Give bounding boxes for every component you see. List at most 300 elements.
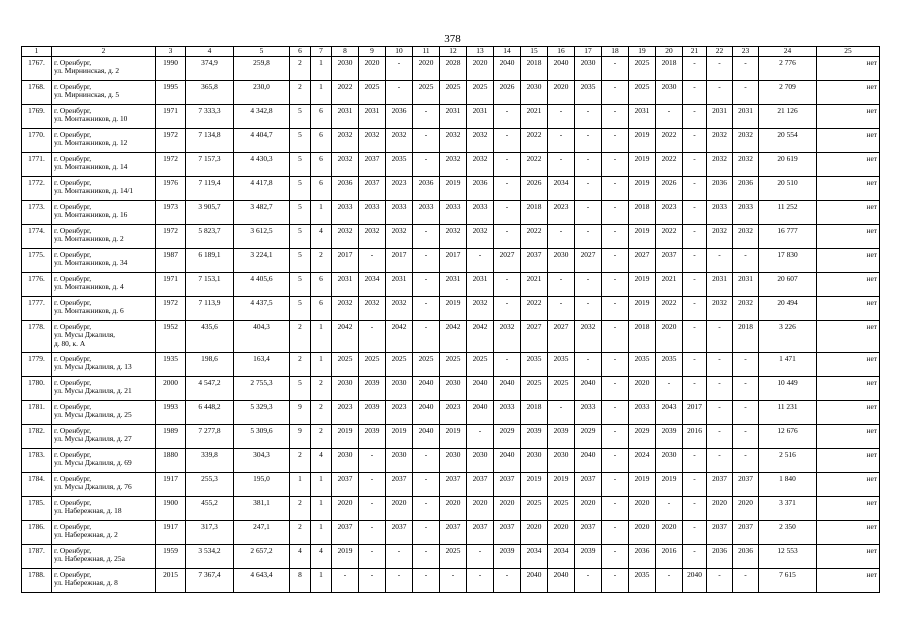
data-cell: 7 333,3 [186,104,234,128]
data-cell: 2020 [467,496,494,520]
data-cell: 2016 [683,424,707,448]
data-cell: 2040 [467,376,494,400]
data-cell: 2017 [683,400,707,424]
address-cell [52,520,156,544]
data-cell: 2032 [332,224,359,248]
row-number-cell: 1771. [22,152,52,176]
data-cell: 2023 [440,400,467,424]
data-cell: - [707,56,733,80]
table-row [22,152,880,176]
data-cell: 2042 [386,320,413,352]
data-cell: - [413,568,440,592]
data-cell: 2037 [707,520,733,544]
data-cell: 7 153,1 [186,272,234,296]
address-line: ул. Монтажников, д. 12 [54,138,128,148]
data-cell: - [467,248,494,272]
table-row [22,248,880,272]
data-cell: 2032 [332,128,359,152]
data-cell: 2032 [467,152,494,176]
row-number-cell: 1777. [22,296,52,320]
data-cell: - [707,352,733,376]
data-cell: 2020 [629,376,656,400]
address-line: ул. Мусы Джалиля, д. 69 [54,458,132,468]
data-cell: 381,1 [234,496,290,520]
data-cell: - [602,320,629,352]
row-number-cell: 1783. [22,448,52,472]
data-cell: - [467,424,494,448]
row-number-cell: 1769. [22,104,52,128]
data-cell: 2029 [575,424,602,448]
address-line: г. Оренбург, [54,57,92,67]
data-cell: - [494,152,521,176]
address-line: г. Оренбург, [54,569,92,579]
data-cell: 2035 [575,80,602,104]
data-cell: 2022 [521,224,548,248]
data-cell: 1917 [156,472,186,496]
data-cell: 2036 [707,544,733,568]
data-cell: 2030 [521,80,548,104]
data-cell: 2037 [733,472,759,496]
table-row [22,520,880,544]
data-cell: 2040 [575,448,602,472]
column-header: 9 [359,47,386,57]
data-cell: 2028 [440,56,467,80]
data-cell: 2018 [733,320,759,352]
data-cell: 8 [290,568,311,592]
address-cell [52,272,156,296]
data-cell: 16 777 [759,224,817,248]
data-cell: 4 547,2 [186,376,234,400]
column-header: 10 [386,47,413,57]
data-cell: 2035 [386,152,413,176]
data-cell: 5 [290,376,311,400]
data-cell: 2031 [733,104,759,128]
address-cell [52,424,156,448]
data-cell: 5 [290,224,311,248]
address-cell [52,352,156,376]
data-cell: 9 [290,400,311,424]
address-line: ул. Набережная, д. 2 [54,530,118,540]
data-cell: 2036 [413,176,440,200]
data-cell: 2035 [629,352,656,376]
data-cell: - [494,104,521,128]
column-header: 4 [186,47,234,57]
column-header: 3 [156,47,186,57]
data-cell: 2040 [548,568,575,592]
data-cell: - [707,424,733,448]
address-line: г. Оренбург, [54,497,92,507]
data-cell: 21 126 [759,104,817,128]
data-cell: - [707,80,733,104]
column-header: 19 [629,47,656,57]
address-line: г. Оренбург, [54,377,92,387]
address-cell [52,56,156,80]
data-cell: 2030 [467,448,494,472]
data-cell: 2030 [521,448,548,472]
data-cell: 2036 [386,104,413,128]
data-cell: 2019 [656,472,683,496]
address-cell [52,224,156,248]
data-cell: 2037 [332,520,359,544]
data-cell: 2037 [656,248,683,272]
data-cell: 3 226 [759,320,817,352]
data-cell: - [602,272,629,296]
data-cell: 6 189,1 [186,248,234,272]
data-cell: 6 [311,152,332,176]
address-line: г. Оренбург, [54,353,92,363]
data-cell: нет [817,128,880,152]
data-cell: нет [817,248,880,272]
data-cell: 2031 [332,104,359,128]
address-line: ул. Мусы Джалиля, д. 76 [54,482,132,492]
data-cell: 1 [311,352,332,376]
data-cell: 2030 [440,448,467,472]
data-cell: - [575,224,602,248]
data-cell: нет [817,376,880,400]
data-cell: 2032 [575,320,602,352]
data-cell: - [683,56,707,80]
data-cell: 2032 [359,224,386,248]
data-cell: - [733,448,759,472]
data-cell: 4 643,4 [234,568,290,592]
data-cell: 2040 [467,400,494,424]
data-cell: 2020 [548,520,575,544]
data-cell: - [494,568,521,592]
data-cell: - [602,400,629,424]
data-cell: 2019 [440,424,467,448]
data-cell: - [707,248,733,272]
data-cell: 2031 [467,104,494,128]
data-cell: - [575,200,602,224]
data-cell: 2022 [656,128,683,152]
address-line: ул. Набережная, д. 18 [54,506,122,516]
address-cell [52,248,156,272]
data-cell: нет [817,496,880,520]
table-body [22,56,880,592]
data-cell: - [683,496,707,520]
column-header: 13 [467,47,494,57]
data-cell: 12 676 [759,424,817,448]
data-cell: 2019 [440,176,467,200]
data-cell: - [602,80,629,104]
data-cell: 2036 [467,176,494,200]
address-line: г. Оренбург, [54,521,92,531]
data-cell: - [575,104,602,128]
data-cell: - [602,544,629,568]
data-cell: 2031 [332,272,359,296]
data-cell: 20 607 [759,272,817,296]
data-cell: 3 224,1 [234,248,290,272]
data-cell: нет [817,544,880,568]
data-cell: 2000 [156,376,186,400]
data-cell: 6 [311,176,332,200]
data-cell: 1900 [156,496,186,520]
data-cell: 2035 [548,352,575,376]
row-number-cell: 1784. [22,472,52,496]
data-cell: - [332,568,359,592]
data-cell: 2037 [733,520,759,544]
data-cell: 2025 [440,352,467,376]
address-line: г. Оренбург, [54,225,92,235]
data-cell: 7 277,8 [186,424,234,448]
data-cell: - [575,352,602,376]
data-cell: 2037 [359,176,386,200]
data-cell: 2033 [440,200,467,224]
data-cell: 2035 [656,352,683,376]
column-header: 24 [759,47,817,57]
address-cell [52,376,156,400]
data-cell: 2026 [521,176,548,200]
data-cell: 2031 [733,272,759,296]
header-row [22,47,880,57]
data-cell: нет [817,520,880,544]
data-cell: - [413,472,440,496]
data-cell: 2027 [494,248,521,272]
data-cell: - [440,568,467,592]
data-cell: - [602,424,629,448]
address-line: г. Оренбург, [54,249,92,259]
data-cell: - [413,448,440,472]
data-cell: 2026 [656,176,683,200]
column-header: 11 [413,47,440,57]
data-cell: 20 619 [759,152,817,176]
data-cell: 2032 [386,224,413,248]
data-cell: 2032 [440,152,467,176]
data-cell: 2034 [548,544,575,568]
data-cell: 20 494 [759,296,817,320]
data-cell: 2022 [521,152,548,176]
row-number-cell: 1782. [22,424,52,448]
address-line: ул. Монтажников, д. 2 [54,234,124,244]
row-number-cell: 1776. [22,272,52,296]
address-cell [52,448,156,472]
row-number-cell: 1768. [22,80,52,104]
data-cell: 9 [290,424,311,448]
data-cell: 2033 [386,200,413,224]
data-cell: 1972 [156,152,186,176]
data-cell: нет [817,56,880,80]
data-cell: 1880 [156,448,186,472]
data-cell: - [683,152,707,176]
data-cell: 2037 [440,520,467,544]
data-cell: - [548,272,575,296]
data-cell: 1952 [156,320,186,352]
address-line: ул. Монтажников, д. 4 [54,282,124,292]
data-cell: 2024 [629,448,656,472]
data-cell: 2019 [332,424,359,448]
data-cell: - [602,448,629,472]
table-row [22,568,880,592]
data-cell: 2020 [413,56,440,80]
data-cell: 5 329,3 [234,400,290,424]
table-row [22,400,880,424]
data-cell: - [386,80,413,104]
data-cell: - [548,224,575,248]
data-cell: - [683,296,707,320]
data-cell: 2022 [656,152,683,176]
data-cell: - [575,272,602,296]
data-cell: 2025 [548,496,575,520]
row-number-cell: 1775. [22,248,52,272]
data-cell: - [602,152,629,176]
address-line: ул. Монтажников, д. 14/1 [54,186,134,196]
data-cell: 2037 [494,520,521,544]
data-cell: 5 [290,248,311,272]
data-cell: 2033 [494,400,521,424]
data-cell: 2032 [332,296,359,320]
address-line: г. Оренбург, [54,425,92,435]
address-cell [52,152,156,176]
address-line: ул. Монтажников, д. 14 [54,162,128,172]
table-row [22,320,880,352]
data-cell: 2042 [440,320,467,352]
data-cell: 11 252 [759,200,817,224]
column-header: 21 [683,47,707,57]
data-cell: - [359,320,386,352]
data-cell: - [602,376,629,400]
data-cell: 2040 [494,448,521,472]
data-cell: 1 [311,320,332,352]
data-cell: нет [817,224,880,248]
data-cell: - [413,128,440,152]
data-cell: 2032 [733,296,759,320]
data-cell: 3 371 [759,496,817,520]
data-cell: 2039 [359,424,386,448]
data-cell: 2033 [733,200,759,224]
data-cell: 2020 [548,80,575,104]
data-cell: - [602,296,629,320]
data-cell: 5 [290,176,311,200]
data-cell: 2037 [332,472,359,496]
data-cell: 10 449 [759,376,817,400]
column-header: 8 [332,47,359,57]
data-cell: 2 755,3 [234,376,290,400]
data-cell: 2032 [440,224,467,248]
data-cell: 5 309,6 [234,424,290,448]
data-cell: - [602,200,629,224]
data-cell: 1959 [156,544,186,568]
data-cell: - [413,544,440,568]
data-cell: 2037 [575,472,602,496]
data-cell: 1976 [156,176,186,200]
data-cell: 2039 [548,424,575,448]
data-cell: 4 417,8 [234,176,290,200]
data-cell: 2040 [413,376,440,400]
data-cell: 2036 [332,176,359,200]
data-cell: 5 [290,272,311,296]
data-cell: 2032 [386,296,413,320]
data-cell: - [683,448,707,472]
data-cell: 1990 [156,56,186,80]
data-cell: 2020 [656,320,683,352]
data-cell: 2032 [440,128,467,152]
data-cell: 2030 [440,376,467,400]
data-cell: 7 615 [759,568,817,592]
data-cell: 2025 [467,80,494,104]
data-cell: - [683,544,707,568]
data-cell: 2023 [332,400,359,424]
data-cell: 2023 [386,400,413,424]
data-cell: 3 534,2 [186,544,234,568]
data-cell: 2020 [575,496,602,520]
table-row [22,424,880,448]
data-cell: 2020 [629,520,656,544]
data-cell: 2030 [386,376,413,400]
data-cell: 2018 [521,200,548,224]
data-cell: 317,3 [186,520,234,544]
table-row [22,176,880,200]
data-cell: - [413,272,440,296]
data-cell: 2020 [467,56,494,80]
data-cell: 2030 [548,248,575,272]
data-cell: 5 [290,296,311,320]
row-number-cell: 1786. [22,520,52,544]
data-cell: - [359,448,386,472]
data-cell: 2035 [521,352,548,376]
column-header: 7 [311,47,332,57]
address-line: ул. Мирнинская, д. 5 [54,90,120,100]
data-cell: 2032 [359,128,386,152]
data-cell: 1 471 [759,352,817,376]
data-cell: - [413,520,440,544]
data-cell: 435,6 [186,320,234,352]
data-cell: 2020 [629,496,656,520]
address-line: г. Оренбург, [54,321,92,331]
data-cell: 4 404,7 [234,128,290,152]
data-cell: 5 [290,104,311,128]
data-cell: 2019 [629,152,656,176]
data-cell: 2025 [359,80,386,104]
data-cell: 2032 [494,320,521,352]
data-cell: 2037 [359,152,386,176]
data-cell: 2031 [440,104,467,128]
data-cell: 2036 [733,544,759,568]
table-row [22,544,880,568]
data-cell: 259,8 [234,56,290,80]
data-cell: 2032 [707,152,733,176]
data-cell: - [413,320,440,352]
data-cell: 2032 [707,224,733,248]
data-cell: 2037 [494,472,521,496]
data-cell: - [733,56,759,80]
data-cell: 2020 [733,496,759,520]
data-cell: 7 157,3 [186,152,234,176]
address-line: г. Оренбург, [54,201,92,211]
data-cell: 1 [290,472,311,496]
address-line: ул. Мусы Джалиля, д. 13 [54,362,132,372]
data-cell: 2030 [656,448,683,472]
data-cell: 455,2 [186,496,234,520]
address-cell [52,568,156,592]
data-cell: 2033 [359,200,386,224]
data-cell: - [359,568,386,592]
table-row [22,448,880,472]
table-row [22,200,880,224]
data-cell: - [575,176,602,200]
data-cell: нет [817,272,880,296]
data-cell: 2036 [733,176,759,200]
data-cell: - [707,376,733,400]
data-cell: нет [817,152,880,176]
data-cell: 2027 [548,320,575,352]
data-cell: 1 [311,520,332,544]
address-line: ул. Набережная, д. 25а [54,554,125,564]
data-cell: 2025 [440,544,467,568]
data-cell: 2 [311,424,332,448]
data-cell: 2034 [359,272,386,296]
data-cell: 2039 [359,400,386,424]
data-cell: - [733,376,759,400]
